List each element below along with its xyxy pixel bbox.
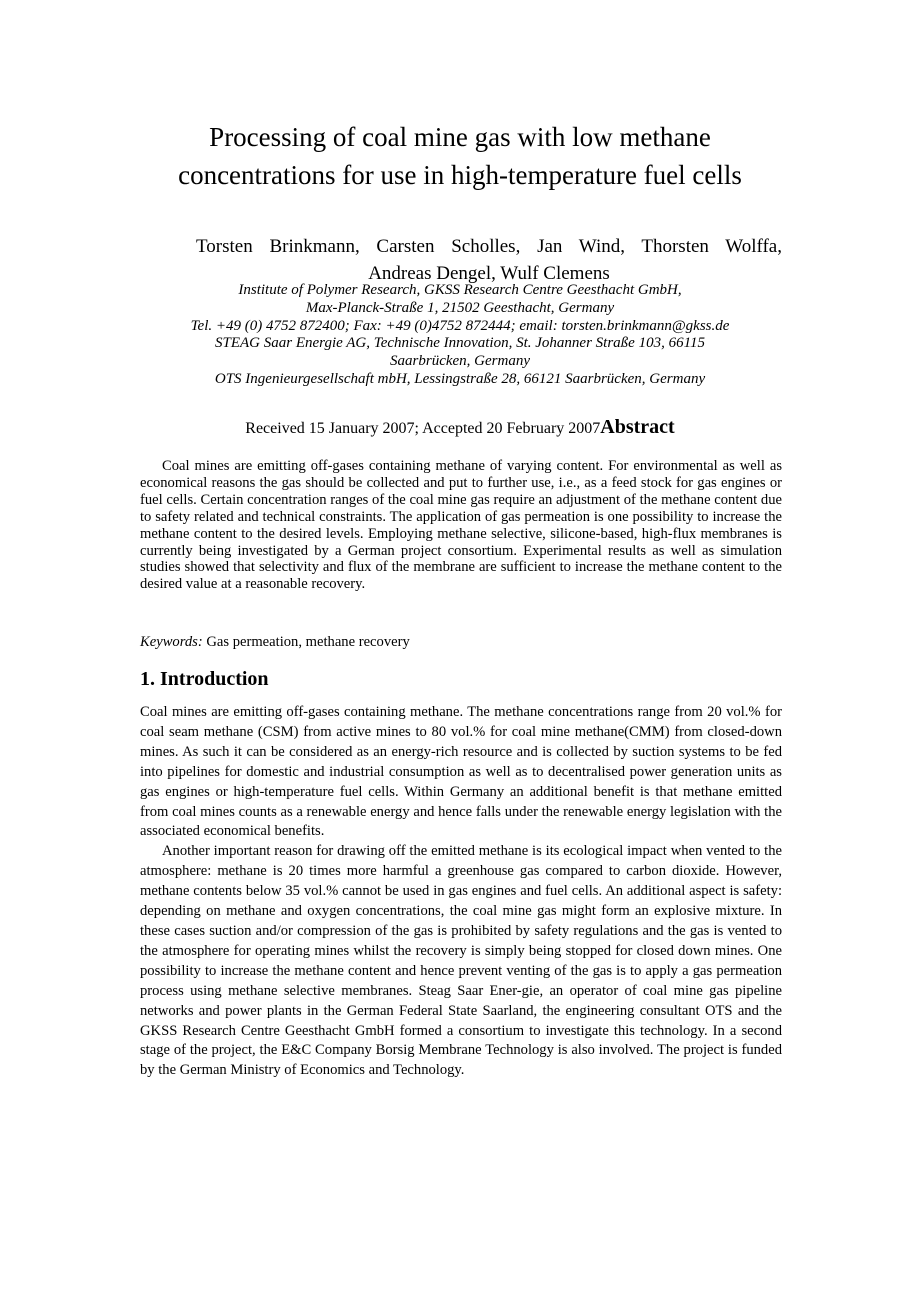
body-paragraph: Another important reason for drawing off the emitted methane is its ecological impact when vented to the atmosphere: methane is 20 times more harmful a greenhouse gas compared to carbon dioxide. However, methane contents below 35 vol.% cannot be used in gas engines and fuel cells. An additional aspect is safety: depending on methane and oxygen concentrations, the coal mine gas might form an explosive mixture. In these cases suction and/or compression of the gas is prohibited by safety regulations and the gas is vented to the atmosphere for operating mines whilst the recovery is simply being stopped for closed down mines. One possibility to increase the methane content and hence prevent venting of the gas is to apply a gas permeation process using methane selective membranes. Steag Saar Ener-gie, an operator of coal mine gas pipeline networks and power plants in the German Federal State Saarland, the engineering consultant OTS and the GKSS Research Centre Geesthacht GmbH formed a consortium to investigate this technology. In a second stage of the project, the E&C Company Borsig Membrane Technology is also involved. The project is funded by the German Ministry of Economics and Technology. — [140, 843, 782, 1079]
affiliation-line: STEAG Saar Energie AG, Technische Innovation, St. Johanner Straße 103, 66115 — [215, 335, 705, 352]
author-line: Torsten Brinkmann, Carsten Scholles, Jan Wind, Thorsten Wolffa, — [196, 236, 782, 257]
affiliation-line: Institute of Polymer Research, GKSS Research Centre Geesthacht GmbH, — [238, 282, 682, 298]
body-paragraph: Coal mines are emitting off-gases containing methane. The methane concentrations range from 20 vol.% for coal seam methane (CSM) from active mines to 80 vol.% for coal mine methane(CMM) from closed-down mines. As such it can be considered as an energy-rich resource and is collected by suction systems to be fed into pipelines for domestic and industrial consumption as well as to decentralised power generation units as gas engines or high-temperature fuel cells. Within Germany an additional benefit is that methane emitted from coal mines counts as a renewable energy and hence falls under the renewable energy legislation with the associated economical benefits. — [140, 704, 782, 840]
affiliation-line: OTS Ingenieurgesellschaft mbH, Lessingstraße 28, 66121 Saarbrücken, Germany — [214, 370, 706, 387]
affiliations — [120, 282, 800, 389]
affiliation-line: Saarbrücken, Germany — [390, 353, 530, 370]
keywords-value: Gas permeation, methane recovery — [202, 634, 410, 650]
abstract-text: Coal mines are emitting off-gases containing methane of varying content. For environmental as well as economical reasons the gas should be collected and put to further use, i.e., as a feed stock for gas engines or fuel cells. Certain concentration ranges of the coal mine gas require an adjustment of the methane content due to safety related and technical constraints. The application of gas permeation is one possibility to increase the methane content to the desired levels. Employing methane selective, silicone-based, high-flux membranes is currently being investigated by a German project consortium. Experimental results as well as simulation studies showed that selectivity and flux of the membrane are sufficient to increase the methane content to the desired value at a reasonable recovery. — [140, 458, 782, 593]
author-line: Andreas Dengel, Wulf Clemens — [368, 263, 610, 284]
section-heading-introduction: 1. Introduction — [140, 668, 269, 690]
paper-title — [140, 118, 780, 194]
keywords-label: Keywords: — [140, 634, 203, 650]
keywords — [140, 633, 782, 651]
received-line — [140, 416, 780, 440]
introduction-body — [140, 703, 782, 1081]
abstract-heading: Abstract — [600, 416, 675, 438]
contact-line: Tel. +49 (0) 4752 872400; Fax: +49 (0)4752 872444; email: torsten.brinkmann@gkss.de — [190, 317, 730, 334]
title-line: Processing of coal mine gas with low methane — [209, 122, 711, 152]
title-line: concentrations for use in high-temperature fuel cells — [178, 160, 742, 190]
affiliation-line: Max-Planck-Straße 1, 21502 Geesthacht, Germany — [305, 299, 615, 316]
author-list — [196, 233, 782, 287]
received-dates: Received 15 January 2007; Accepted 20 February 2007 — [245, 420, 601, 437]
